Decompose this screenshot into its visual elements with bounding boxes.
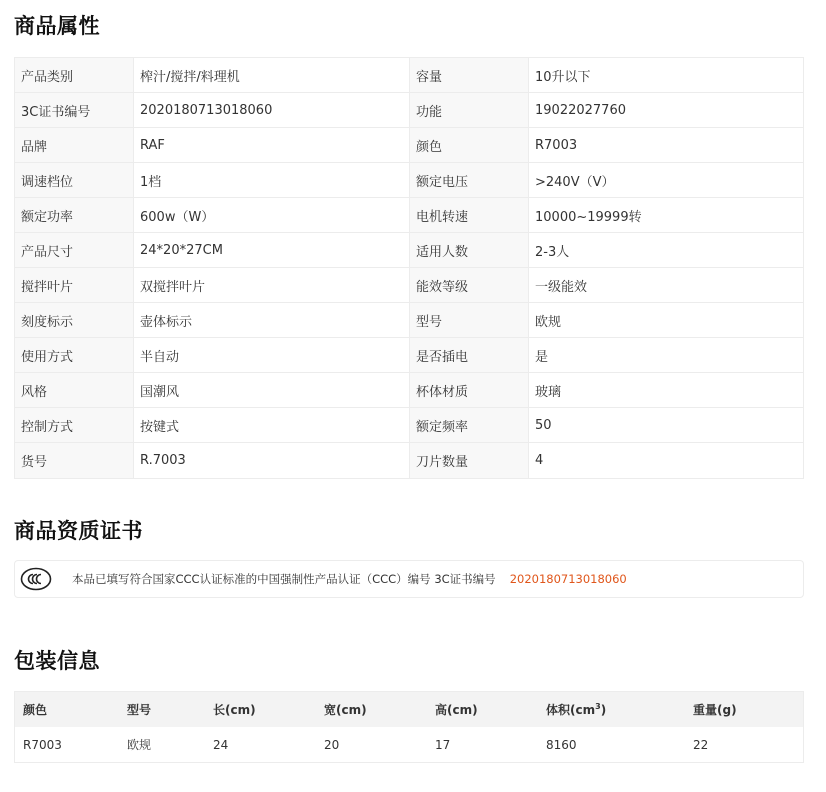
cell-length: 24	[213, 737, 229, 752]
table-row	[15, 443, 803, 478]
header-color: 颜色	[23, 703, 48, 717]
attr-value: R.7003	[134, 443, 410, 478]
cell-model: 欧规	[127, 738, 152, 752]
cell-volume: 8160	[546, 737, 577, 752]
attr-key: 货号	[15, 443, 134, 478]
certificate-number: 2020180713018060	[509, 572, 627, 586]
attr-key: 型号	[410, 303, 529, 337]
packaging-table	[14, 691, 804, 763]
attr-value: 1档	[134, 163, 410, 197]
cell-color: R7003	[23, 737, 62, 752]
attr-value: 2-3人	[535, 244, 570, 260]
attr-key: 风格	[15, 373, 134, 407]
attr-key: 电机转速	[410, 198, 529, 232]
packaging-info-title: 包装信息	[14, 649, 100, 673]
header-height: 高(cm)	[435, 703, 478, 717]
attr-key: 控制方式	[15, 408, 134, 442]
attr-key: 功能	[410, 93, 529, 127]
table-row	[15, 303, 803, 338]
attr-value: 玻璃	[535, 384, 562, 400]
attr-value: RAF	[134, 128, 410, 162]
attr-value: 19022027760	[535, 102, 626, 118]
attr-key: 容量	[410, 58, 529, 92]
attr-value: R7003	[535, 137, 578, 153]
attr-value: 是	[535, 349, 549, 365]
attr-key: 额定功率	[15, 198, 134, 232]
table-row	[15, 128, 803, 163]
attr-value: 10000~19999转	[535, 209, 642, 225]
header-length: 长(cm)	[213, 703, 256, 717]
attr-key: 额定频率	[410, 408, 529, 442]
attr-value: 600w（W）	[134, 198, 410, 232]
attr-key: 额定电压	[410, 163, 529, 197]
attr-value: 欧规	[535, 314, 562, 330]
attr-key: 产品类别	[15, 58, 134, 92]
attr-value: 国潮风	[134, 373, 410, 407]
attr-key: 使用方式	[15, 338, 134, 372]
table-row	[15, 163, 803, 198]
table-row	[15, 727, 803, 762]
table-row	[15, 373, 803, 408]
header-model: 型号	[127, 703, 152, 717]
attr-value: 壶体标示	[134, 303, 410, 337]
attr-key: 品牌	[15, 128, 134, 162]
header-weight: 重量(g)	[693, 703, 737, 717]
certificate-title: 商品资质证书	[14, 519, 143, 543]
attr-key: 产品尺寸	[15, 233, 134, 267]
attr-key: 刻度标示	[15, 303, 134, 337]
table-row	[15, 268, 803, 303]
attr-key: 能效等级	[410, 268, 529, 302]
table-row	[15, 198, 803, 233]
cell-weight: 22	[693, 737, 709, 752]
attr-value: 一级能效	[535, 279, 588, 295]
attr-value: 双搅拌叶片	[134, 268, 410, 302]
packaging-header-row	[15, 692, 803, 727]
table-row	[15, 233, 803, 268]
attr-key: 刀片数量	[410, 443, 529, 478]
attr-key: 适用人数	[410, 233, 529, 267]
header-volume: 体积$(cm^3)$	[546, 702, 607, 717]
attr-key: 杯体材质	[410, 373, 529, 407]
attr-value: 半自动	[134, 338, 410, 372]
attr-value: 50	[535, 417, 552, 433]
attr-value: 4	[535, 453, 544, 468]
attr-key: 3C证书编号	[15, 93, 134, 127]
certificate-text: 本品已填写符合国家CCC认证标准的中国强制性产品认证（CCC）编号 3C证书编号	[72, 572, 496, 586]
attr-key: 颜色	[410, 128, 529, 162]
attr-value: 榨汁/搅拌/料理机	[134, 58, 410, 92]
cell-width: 20	[324, 737, 340, 752]
ccc-logo-icon	[20, 567, 52, 591]
table-row	[15, 93, 803, 128]
product-attributes-title: 商品属性	[14, 14, 100, 38]
header-width: 宽(cm)	[324, 703, 367, 717]
attributes-table	[14, 57, 804, 479]
table-row	[15, 58, 803, 93]
attr-key: 搅拌叶片	[15, 268, 134, 302]
table-row	[15, 338, 803, 373]
attr-value: 2020180713018060	[134, 93, 410, 127]
attr-value: 按键式	[134, 408, 410, 442]
attr-value: >240V（V）	[535, 174, 615, 190]
attr-value: 24*20*27CM	[134, 233, 410, 267]
certificate-box	[14, 560, 804, 598]
attr-key: 是否插电	[410, 338, 529, 372]
table-row	[15, 408, 803, 443]
attr-key: 调速档位	[15, 163, 134, 197]
attr-value: 10升以下	[535, 69, 591, 85]
cell-height: 17	[435, 737, 451, 752]
